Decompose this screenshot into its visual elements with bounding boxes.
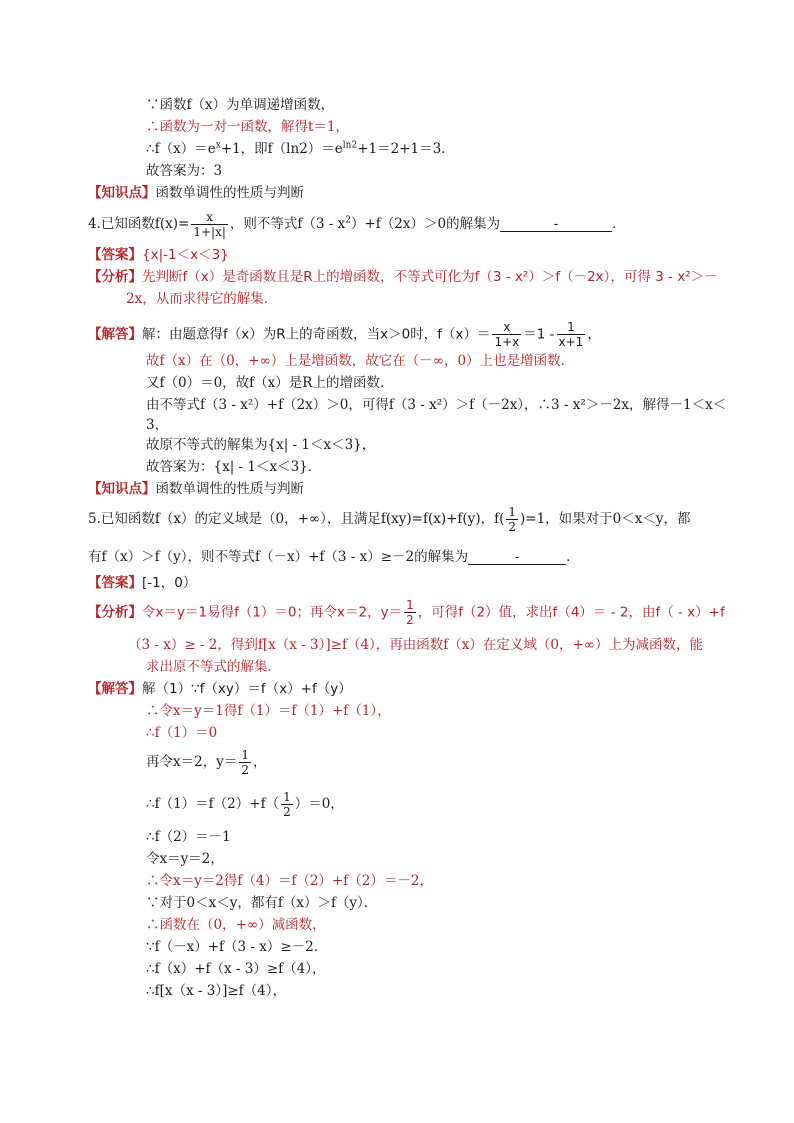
q5-solution-7: 令x＝y＝2， (146, 851, 224, 867)
q4-sol-f1-num: x (503, 320, 511, 334)
q5-stem-fraction (506, 505, 518, 534)
knowledge-point-text: 函数单调性的性质与判断 (155, 185, 304, 201)
q4-solution-6: 故原不等式的解集为{x| - 1＜x＜3}， (146, 437, 376, 453)
q5-ana-frac-num: 1 (406, 598, 414, 612)
q4-knowledge-point (88, 480, 304, 498)
analysis-label: 【分析】 (88, 269, 142, 285)
q4-stem-c: ）+f（2x）＞0的解集为 (350, 216, 501, 232)
q5-sol-4a: 再令x＝2，y＝ (146, 754, 238, 770)
q5-sol-4-fraction (239, 748, 251, 777)
q5-solution-6: ∴f（2）＝－1 (146, 829, 231, 845)
q4-analysis-2: 2x，从而求得它的解集． (126, 291, 278, 307)
q5-solution-2: ∴令x＝y＝1得f（1）＝f（1）+f（1）， (146, 703, 391, 719)
q5-solution-13: ∴f[x（x - 3）]≥f（4）， (146, 983, 286, 999)
q5-analysis-2: （3 - x）≥ - 2，得到f[x（x - 3）]≥f（4），再由函数f（x）在定义域（0，+∞）上为减函数，能 (128, 637, 704, 653)
q4-answer (88, 246, 229, 264)
solution-label: 【解答】 (88, 681, 142, 697)
q5-sol-5-fraction (281, 790, 293, 819)
q4-stem-end: ． (612, 216, 626, 232)
knowledge-point-text: 函数单调性的性质与判断 (155, 481, 304, 497)
q5-analysis-3: 求出原不等式的解集． (146, 659, 281, 675)
prev-line-3-b: +1，即f（ln2）＝e (220, 141, 343, 157)
knowledge-point-label: 【知识点】 (88, 481, 156, 497)
answer-label: 【答案】 (88, 575, 142, 591)
q5-solution-10: ∴函数在（0，+∞）减函数， (146, 917, 326, 933)
q5-stem-2a: 有f（x）＞f（y），则不等式f（－x）+f（3 - x）≥－2的解集为 (88, 549, 469, 565)
q4-solution-2: 故f（x）在（0，+∞）上是增函数，故它在（－∞，0）上也是增函数． (146, 353, 575, 369)
q5-sol-4-den: 2 (241, 763, 249, 777)
q4-stem-b: ，则不等式f（3 - x (229, 216, 346, 232)
q5-ana-fraction (404, 598, 416, 627)
q4-solution-4: 由不等式f（3 - x²）+f（2x）＞0，可得f（3 - x²）＞f（－2x），∴3 - x²＞－2x，解得－1＜x＜ (146, 397, 727, 413)
q4-stem-sup: 2 (345, 215, 351, 226)
q5-analysis-1 (88, 598, 725, 627)
q4-sol-fraction-1 (492, 320, 521, 349)
q4-stem (88, 210, 626, 239)
solution-text-1: 解（1）∵f（xy）＝f（x）+f（y） (142, 681, 352, 697)
q4-stem-a: 4.已知函数f(x)= (88, 216, 190, 232)
q5-stem-2 (88, 548, 580, 566)
answer-text: {x|-1＜x＜3} (142, 247, 229, 263)
q5-solution-8: ∴令x＝y＝2得f（4）＝f（2）+f（2）＝－2， (146, 873, 433, 889)
q5-solution-11: ∵f（－x）+f（3 - x）≥－2． (146, 939, 328, 955)
q5-stem-1 (88, 504, 691, 534)
q5-sol-5-den: 2 (283, 805, 291, 819)
q5-stem-b: )=1，如果对于0＜x＜y，都 (520, 511, 691, 527)
q5-answer-blank: - (468, 550, 566, 565)
q4-solution-3: 又f（0）＝0，故f（x）是R上的增函数． (146, 375, 394, 391)
q5-solution-1 (88, 680, 352, 698)
q4-frac-num: x (206, 210, 213, 224)
prev-line-3-sup2: ln2 (342, 140, 358, 151)
q4-analysis-1 (88, 268, 718, 286)
q4-solution-7: 故答案为：{x| - 1＜x＜3}． (146, 459, 322, 475)
q4-solution-5: 3， (146, 417, 169, 433)
prev-line-1: ∵函数f（x）为单调递增函数， (146, 97, 335, 113)
prev-line-4: 故答案为：3 (146, 163, 223, 179)
prev-line-3-c: +1＝2+1＝3． (357, 141, 455, 157)
q4-sol-f2-num: 1 (567, 320, 575, 334)
analysis-text-1: 先判断f（x）是奇函数且是R上的增函数，不等式可化为f（3 - x²）＞f（－2x），可得 3 - x²＞－ (142, 269, 718, 285)
q5-sol-5-num: 1 (283, 790, 291, 804)
solution-label: 【解答】 (88, 326, 142, 343)
q5-solution-12: ∴f（x）+f（x - 3）≥f（4）， (146, 961, 326, 977)
q5-answer (88, 574, 196, 592)
q4-frac-den: 1+|x| (193, 225, 226, 239)
q4-sol-f1-den: 1+x (494, 335, 520, 349)
q4-solution-1 (88, 320, 601, 349)
q5-sol-5a: ∴f（1）＝f（2）+f（ (146, 796, 280, 812)
prev-knowledge-point (88, 184, 304, 202)
solution-text-1a: 解：由题意得f（x）为R上的奇函数，当x＞0时，f（x）＝ (142, 326, 491, 343)
analysis-text-1b: ，可得f（2）值，求出f（4）＝ - 2，由f（ - x）+f (417, 604, 725, 621)
prev-line-3-a: ∴f（x）＝e (146, 141, 216, 157)
prev-line-3 (146, 140, 455, 158)
q5-stem-2b: ． (566, 549, 580, 565)
knowledge-point-label: 【知识点】 (88, 185, 156, 201)
analysis-label: 【分析】 (88, 604, 142, 621)
solution-text-1b: ＝1 - (523, 326, 555, 343)
q5-sol-4b: ， (252, 754, 267, 770)
answer-text: [-1，0） (142, 575, 197, 591)
q4-sol-fraction-2 (557, 320, 586, 349)
prev-line-3-sup: x (215, 140, 221, 151)
q5-solution-3: ∴f（1）＝0 (146, 725, 218, 741)
q5-stem-frac-num: 1 (508, 505, 516, 519)
q5-solution-9: ∵对于0＜x＜y，都有f（x）＞f（y）． (146, 895, 378, 911)
q5-ana-frac-den: 2 (406, 613, 414, 627)
q5-stem-a: 5.已知函数f（x）的定义域是（0，+∞），且满足f(xy)=f(x)+f(y)，f( (88, 511, 505, 527)
q5-sol-5b: ）＝0， (294, 796, 344, 812)
answer-label: 【答案】 (88, 247, 142, 263)
q4-answer-blank: - (500, 217, 612, 232)
prev-line-2: ∴函数为一对一函数，解得t＝1， (146, 119, 350, 135)
q5-solution-4 (146, 748, 266, 777)
q5-stem-frac-den: 2 (508, 520, 516, 534)
q5-solution-5 (146, 790, 344, 819)
solution-text-1c: ， (587, 326, 601, 343)
q4-sol-f2-den: x+1 (558, 335, 584, 349)
q4-stem-fraction (191, 210, 228, 239)
q5-sol-4-num: 1 (241, 748, 249, 762)
analysis-text-1a: 令x＝y＝1易得f（1）＝0；再令x＝2，y＝ (142, 604, 403, 621)
